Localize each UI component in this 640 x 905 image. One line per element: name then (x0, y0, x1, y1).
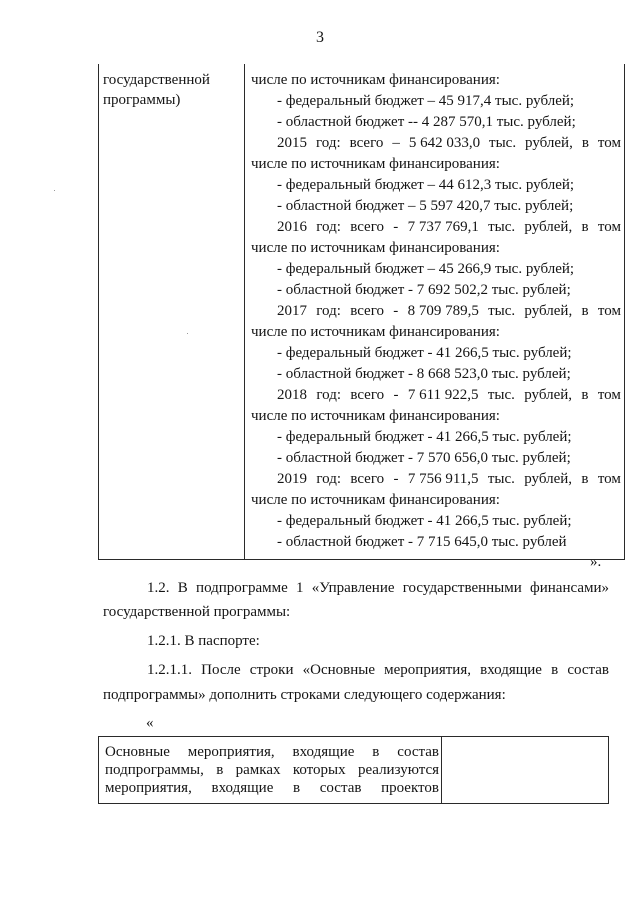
page-number: 3 (316, 29, 324, 46)
year-total-token: 7 737 769,1 (407, 219, 479, 235)
year-total-line (251, 133, 621, 154)
measures-word: входящие (211, 780, 274, 796)
program-label-line: программы) (103, 92, 181, 108)
year-total-token: год: (316, 219, 341, 235)
year-total-token: 2015 (277, 135, 307, 151)
year-total-line (251, 217, 621, 238)
year-total-token: в (581, 387, 589, 403)
measures-word: проектов (381, 780, 439, 796)
measures-word: входящие (292, 744, 355, 760)
year-total-token: том (597, 219, 621, 235)
measures-word: состав (319, 780, 362, 796)
year-total-token: – (392, 135, 400, 151)
year-total-token: - (393, 219, 399, 235)
federal-budget-line: - федеральный бюджет - 41 266,5 тыс. рублей; (277, 429, 572, 445)
year-total-token: год: (315, 135, 341, 151)
year-total-token: рублей, (524, 471, 573, 487)
federal-budget-line: - федеральный бюджет – 45 266,9 тыс. рублей; (277, 261, 575, 277)
regional-budget-line: - областной бюджет - 7 715 645,0 тыс. рублей (277, 534, 567, 550)
measures-word: мероприятия, (187, 744, 275, 760)
measures-line (105, 779, 439, 797)
year-total-token: 7 611 922,5 (407, 387, 479, 403)
measures-cell (99, 737, 442, 804)
sources-line: числе по источникам финансирования: (251, 156, 500, 172)
measures-word: в (293, 780, 301, 796)
year-total-token: рублей, (525, 135, 573, 151)
measures-line (105, 743, 439, 761)
year-total-token: год: (316, 471, 341, 487)
year-total-token: 7 756 911,5 (407, 471, 479, 487)
measures-word: состав (397, 744, 439, 760)
year-total-token: год: (316, 387, 341, 403)
year-total-token: тыс. (487, 387, 515, 403)
year-total-token: том (597, 471, 621, 487)
year-total-token: тыс. (488, 303, 516, 319)
year-total-token: 2017 (277, 303, 307, 319)
federal-budget-line: - федеральный бюджет - 41 266,5 тыс. рублей; (277, 513, 572, 529)
measures-word: в (216, 762, 224, 778)
year-total-token: всего (350, 471, 385, 487)
year-total-token: в (581, 219, 589, 235)
year-total-token: всего (350, 303, 384, 319)
scan-speck (54, 190, 55, 191)
year-total-token: 5 642 033,0 (408, 135, 481, 151)
year-total-token: 2019 (277, 471, 307, 487)
sources-line: числе по источникам финансирования: (251, 72, 500, 88)
funding-details-cell (245, 64, 625, 560)
year-total-token: тыс. (489, 135, 517, 151)
federal-budget-line: - федеральный бюджет – 45 917,4 тыс. рублей; (277, 93, 575, 109)
measures-word: реализуются (357, 762, 439, 778)
sources-line: числе по источникам финансирования: (251, 240, 500, 256)
measures-word: в (372, 744, 380, 760)
sources-line: числе по источникам финансирования: (251, 324, 500, 340)
new-rows-table (98, 736, 609, 804)
year-total-token: год: (316, 303, 341, 319)
year-total-line (251, 385, 621, 406)
paragraph-subprogram-line2: государственной программы: (103, 604, 291, 620)
regional-budget-line: - областной бюджет -- 4 287 570,1 тыс. рублей; (277, 114, 576, 130)
program-funding-table (98, 64, 625, 560)
year-total-token: тыс. (488, 219, 516, 235)
paragraph-passport: 1.2.1. В паспорте: (147, 633, 260, 649)
measures-word: которых (292, 762, 346, 778)
opening-quote: « (146, 715, 154, 731)
year-total-token: том (597, 387, 621, 403)
year-total-token: всего (349, 135, 384, 151)
measures-line (105, 761, 439, 779)
year-total-token: в (581, 471, 589, 487)
year-total-token: тыс. (487, 471, 515, 487)
year-total-token: - (393, 303, 399, 319)
year-total-token: всего (350, 219, 384, 235)
measures-word: подпрограммы, (105, 762, 204, 778)
scan-speck (187, 333, 188, 334)
year-total-line (251, 301, 621, 322)
year-total-token: - (393, 387, 399, 403)
measures-word: рамках (235, 762, 281, 778)
year-total-token: в (581, 303, 589, 319)
year-total-token: всего (350, 387, 385, 403)
sources-line: числе по источникам финансирования: (251, 492, 500, 508)
regional-budget-line: - областной бюджет - 7 692 502,2 тыс. рублей; (277, 282, 571, 298)
measures-word: мероприятия, (105, 780, 192, 796)
year-total-token: том (597, 135, 621, 151)
year-total-token: 2016 (277, 219, 307, 235)
year-total-token: 8 709 789,5 (407, 303, 479, 319)
year-total-line (251, 469, 621, 490)
year-total-token: рублей, (524, 387, 573, 403)
regional-budget-line: - областной бюджет - 7 570 656,0 тыс. рублей; (277, 450, 571, 466)
paragraph-instruction-line1: 1.2.1.1. После строки «Основные мероприятия, входящие в состав (147, 662, 609, 678)
closing-quote: ». (590, 554, 602, 570)
federal-budget-line: - федеральный бюджет – 44 612,3 тыс. рублей; (277, 177, 575, 193)
sources-line: числе по источникам финансирования: (251, 408, 500, 424)
year-total-token: рублей, (524, 219, 573, 235)
year-total-token: 2018 (277, 387, 307, 403)
regional-budget-line: - областной бюджет – 5 597 420,7 тыс. рублей; (277, 198, 574, 214)
year-total-token: рублей, (524, 303, 573, 319)
measures-value-cell (442, 737, 609, 804)
federal-budget-line: - федеральный бюджет - 41 266,5 тыс. рублей; (277, 345, 572, 361)
year-total-token: том (597, 303, 621, 319)
program-label-line: государственной (103, 72, 210, 88)
funding-years (251, 133, 621, 553)
paragraph-instruction-line2: подпрограммы» дополнить строками следующего содержания: (103, 687, 506, 703)
year-total-token: - (393, 471, 399, 487)
measures-word: Основные (105, 744, 170, 760)
year-total-token: в (581, 135, 589, 151)
regional-budget-line: - областной бюджет - 8 668 523,0 тыс. рублей; (277, 366, 571, 382)
program-label-cell (99, 64, 245, 560)
paragraph-subprogram-line1: 1.2. В подпрограмме 1 «Управление государственными финансами» (147, 580, 609, 596)
